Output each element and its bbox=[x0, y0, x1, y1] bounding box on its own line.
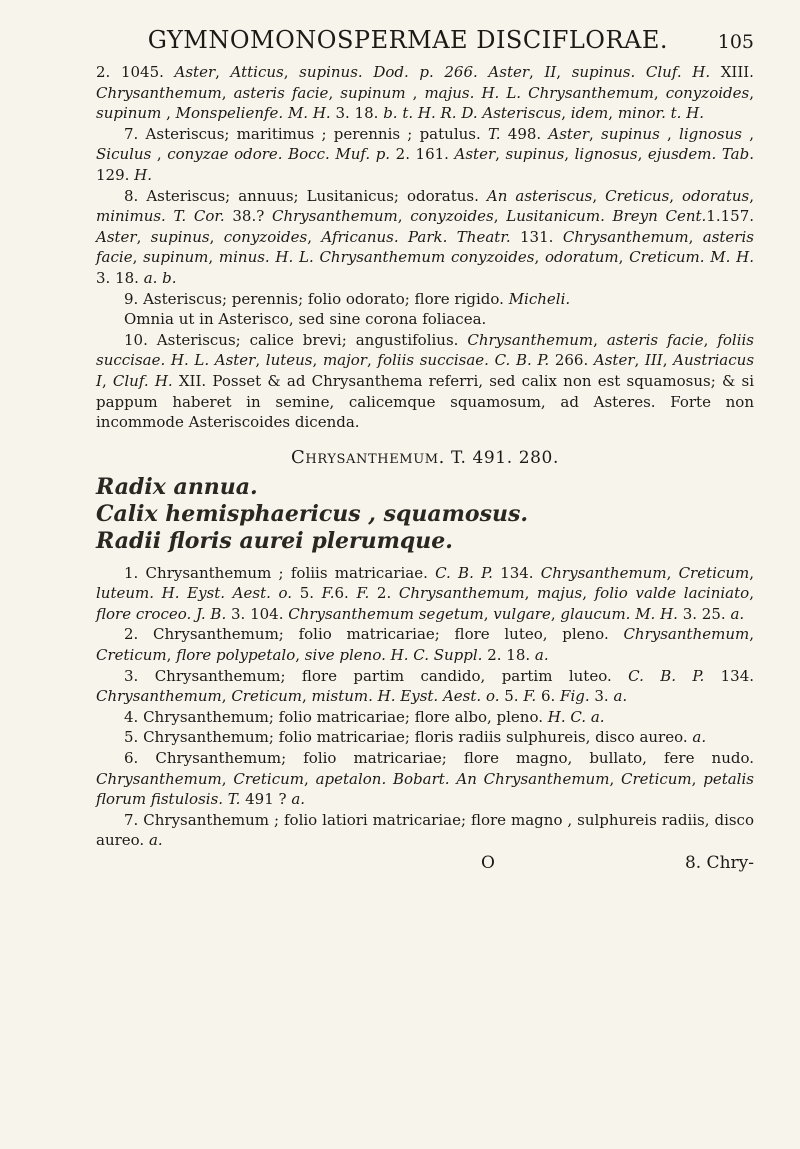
italic-text: Aster bbox=[96, 227, 137, 246]
italic-text: luteus bbox=[265, 351, 313, 370]
italic-text: Creticus bbox=[605, 186, 670, 205]
character-rays: Radii floris aurei plerumque. bbox=[96, 527, 453, 554]
italic-text: minimus. T. Cor. bbox=[96, 207, 225, 226]
italic-text: folio valde laciniato bbox=[594, 584, 750, 603]
italic-text: Aster bbox=[454, 145, 496, 164]
genus-heading bbox=[96, 447, 754, 468]
roman-text: 134. bbox=[492, 563, 541, 582]
roman-text: 7. Asteriscus; maritimus ; perennis ; patulus. bbox=[124, 124, 488, 143]
italic-text: glaucum. M. H. bbox=[560, 604, 678, 623]
roman-text: , bbox=[556, 63, 572, 81]
italic-text: majus bbox=[537, 584, 583, 603]
italic-text: supinum bbox=[340, 83, 406, 102]
italic-text: a. bbox=[291, 790, 306, 809]
roman-text: , bbox=[741, 124, 754, 143]
italic-text: odoratum bbox=[544, 248, 619, 267]
italic-text: Chrysanthemum bbox=[96, 687, 222, 706]
italic-text: T. bbox=[487, 124, 501, 143]
entry-p10 bbox=[96, 330, 754, 433]
italic-text: apetalon. Bobart. An Chrysanthemum bbox=[315, 769, 610, 788]
italic-text: b. t. H. R. D. Asteriscus bbox=[383, 104, 562, 123]
species-entry-s3 bbox=[96, 666, 754, 707]
italic-text: Chrysanthemum bbox=[562, 227, 689, 246]
entry-p1 bbox=[96, 62, 754, 124]
italic-text: a. bbox=[534, 646, 549, 665]
italic-text: Siculus bbox=[96, 145, 152, 164]
italic-text: idem bbox=[570, 104, 609, 123]
italic-text: conyzae odore. Bocc. Muf. p. bbox=[167, 145, 391, 164]
roman-text: , bbox=[366, 351, 378, 370]
roman-text: 131. bbox=[510, 227, 563, 246]
roman-text: 5. bbox=[292, 584, 322, 603]
roman-text: , bbox=[609, 769, 622, 788]
italic-text: minus. H. L. Chrysanthemum bbox=[218, 248, 446, 267]
italic-text: F. bbox=[321, 584, 335, 603]
running-title: GYMNOMONOSPERMAE DISCIFLORAE. bbox=[147, 26, 669, 54]
roman-text: , bbox=[659, 124, 680, 143]
italic-text: asteris facie bbox=[606, 330, 704, 349]
roman-text: , bbox=[221, 83, 234, 102]
roman-text: , bbox=[301, 687, 312, 706]
roman-text: 4. Chrysanthemum; folio matricariae; flore albo, pleno. bbox=[124, 707, 548, 726]
italic-text: minor. t. H. bbox=[617, 104, 705, 123]
roman-text: 266. bbox=[549, 351, 594, 370]
roman-text: 6. bbox=[536, 687, 561, 706]
roman-text: XII. Posset & ad Chrysanthema referri, sed calix non est squamosus; & si pappum haberet in semine, calicemque squamosum, ad Asteres. Forte non incommode Asteriscoides dicenda. bbox=[96, 371, 754, 432]
italic-text: Chrysanthemum bbox=[623, 625, 750, 644]
roman-text: , bbox=[524, 584, 538, 603]
roman-text: , bbox=[550, 604, 561, 623]
italic-text: Atticus bbox=[230, 63, 284, 81]
italic-text: C. B. P. bbox=[628, 666, 705, 685]
italic-text: II bbox=[544, 63, 557, 81]
roman-text: 10. Asteriscus; calice brevi; angustifolius. bbox=[124, 330, 468, 349]
italic-text: supinus bbox=[150, 227, 210, 246]
italic-text: Lusitanicum. Breyn Cent. bbox=[506, 207, 707, 226]
roman-text: 498. bbox=[500, 124, 549, 143]
roman-text: , bbox=[328, 83, 341, 102]
roman-text: , bbox=[132, 248, 144, 267]
roman-text: , bbox=[283, 63, 300, 81]
italic-text: lignosus bbox=[574, 145, 638, 164]
roman-text: 6. Chrysanthemum; folio matricariae; flore magno, bullato, fere nudo. bbox=[124, 749, 754, 768]
roman-text: , bbox=[307, 227, 322, 246]
italic-text: supinum bbox=[143, 248, 209, 267]
genus-name: Chrysanthemum. bbox=[291, 446, 445, 468]
italic-text: luteum. H. Eyst. Aest. o. bbox=[96, 584, 293, 603]
italic-text: conyzoides bbox=[410, 207, 494, 226]
roman-text: , bbox=[592, 186, 606, 205]
roman-text: 491 ? bbox=[240, 790, 292, 809]
italic-text: Chrysanthemum bbox=[96, 83, 222, 102]
chrysanthemum-species bbox=[96, 563, 754, 851]
italic-text: H. C. a. bbox=[547, 707, 605, 726]
italic-text: mistum. H. Eyst. Aest. o. bbox=[311, 687, 500, 706]
roman-text: , bbox=[749, 584, 754, 603]
roman-text: , bbox=[703, 330, 718, 349]
italic-text: sive pleno. H. C. Suppl. bbox=[304, 646, 483, 665]
roman-text: , bbox=[608, 104, 618, 123]
italic-text: Africanus. Park. Theatr. bbox=[321, 227, 511, 246]
italic-text: An asteriscus bbox=[486, 186, 593, 205]
italic-text: segetum bbox=[418, 604, 484, 623]
roman-text: , bbox=[634, 351, 645, 370]
italic-text: C. B. P. bbox=[435, 563, 493, 582]
roman-text: , bbox=[312, 351, 323, 370]
roman-text: 134. bbox=[704, 666, 755, 685]
italic-text: conyzoides bbox=[223, 227, 308, 246]
roman-text: , bbox=[529, 63, 545, 81]
italic-text: flore croceo. J. B. bbox=[96, 604, 227, 623]
catchword: 8. Chry- bbox=[684, 853, 754, 873]
italic-text: a. bbox=[692, 728, 707, 747]
roman-text: , bbox=[691, 769, 704, 788]
italic-text: III bbox=[644, 351, 663, 370]
species-entry-s1 bbox=[96, 563, 754, 625]
italic-text: majus. H. L. Chrysanthemum bbox=[424, 83, 654, 102]
italic-text: Chrysanthemum bbox=[398, 584, 525, 603]
roman-text: 5. Chrysanthemum; folio matricariae; floris radiis sulphureis, disco aureo. bbox=[124, 728, 693, 747]
italic-text: conyzoides bbox=[665, 83, 750, 102]
roman-text: 3. Chrysanthemum; flore partim candido, partim luteo. bbox=[124, 666, 629, 685]
italic-text: odoratus bbox=[682, 186, 750, 205]
italic-text: Chrysanthemum bbox=[540, 563, 667, 582]
species-entry-s5 bbox=[96, 727, 754, 748]
roman-text: 6. bbox=[334, 584, 357, 603]
italic-text: Aster bbox=[174, 63, 216, 81]
roman-text: , bbox=[582, 584, 595, 603]
roman-text: , bbox=[749, 563, 754, 582]
asteriscus-entries bbox=[96, 62, 754, 433]
roman-text: , bbox=[166, 646, 177, 665]
italic-text: F. bbox=[523, 687, 537, 706]
roman-text: , bbox=[161, 104, 176, 123]
italic-text: Micheli. bbox=[508, 289, 571, 308]
roman-text: 7. Chrysanthemum ; folio latiori matricariae; flore magno , sulphureis radiis, disco aureo. bbox=[96, 810, 754, 850]
roman-text: 3. 18. bbox=[96, 268, 144, 287]
roman-text: 1. Chrysanthemum ; foliis matricariae. bbox=[124, 563, 436, 582]
italic-text: ejusdem. Tab. bbox=[647, 145, 754, 164]
roman-text: , bbox=[653, 83, 666, 102]
roman-text: , bbox=[397, 207, 411, 226]
roman-text: 2. Chrysanthemum; folio matricariae; flore luteo, pleno. bbox=[124, 625, 624, 644]
roman-text: , bbox=[255, 351, 266, 370]
roman-text: 38.? bbox=[224, 207, 272, 226]
roman-text: , bbox=[221, 687, 232, 706]
roman-text: , bbox=[534, 248, 545, 267]
italic-text: Creticum. M. H. bbox=[629, 248, 754, 267]
italic-text: Fig. bbox=[560, 687, 590, 706]
roman-text: 2. bbox=[369, 584, 399, 603]
roman-text: 1.157. bbox=[706, 207, 755, 226]
italic-text: asteris facie bbox=[96, 227, 754, 267]
roman-text: , bbox=[483, 604, 494, 623]
signature-mark: O bbox=[481, 853, 495, 873]
roman-text: 5. bbox=[499, 687, 524, 706]
italic-text: supinus bbox=[601, 124, 660, 143]
roman-text: , bbox=[749, 186, 754, 205]
roman-text: 2. 18. bbox=[482, 646, 535, 665]
species-entry-s7 bbox=[96, 810, 754, 851]
italic-text: petalis florum fistulosis. T. bbox=[96, 769, 754, 809]
roman-text: , bbox=[101, 371, 113, 390]
roman-text: 2. 161. bbox=[390, 145, 455, 164]
character-calyx: Calix hemisphaericus , squamosus. bbox=[96, 500, 528, 527]
italic-text: foliis succisae. C. B. P. bbox=[377, 351, 550, 370]
entry-p8 bbox=[96, 186, 754, 289]
species-entry-s6 bbox=[96, 748, 754, 810]
italic-text: Aster bbox=[548, 124, 590, 143]
roman-text: 2. 1045. bbox=[96, 63, 175, 81]
italic-text: a. bbox=[148, 831, 163, 850]
italic-text: Creticum bbox=[233, 769, 304, 788]
roman-text: , bbox=[688, 227, 703, 246]
roman-text: , bbox=[749, 625, 754, 644]
italic-text: Chrysanthemum bbox=[271, 207, 398, 226]
italic-text: a. b. bbox=[143, 268, 177, 287]
roman-text: 8. Asteriscus; annuus; Lusitanicus; odoratus. bbox=[124, 186, 487, 205]
roman-text: 3. 104. bbox=[226, 604, 289, 623]
roman-text: , bbox=[405, 83, 425, 102]
roman-text: , bbox=[295, 646, 305, 665]
species-entry-s2 bbox=[96, 624, 754, 665]
character-root: Radix annua. bbox=[96, 473, 258, 500]
roman-text: , bbox=[215, 63, 231, 81]
roman-text: , bbox=[209, 227, 224, 246]
italic-text: flore polypetalo bbox=[176, 646, 296, 665]
italic-text: Chrysanthemum bbox=[467, 330, 594, 349]
page-footer bbox=[96, 853, 754, 873]
roman-text: , bbox=[495, 145, 506, 164]
roman-text: , bbox=[564, 145, 575, 164]
italic-text: supinus. Cluf. H. bbox=[571, 63, 711, 81]
roman-text: , bbox=[561, 104, 571, 123]
roman-text: , bbox=[221, 769, 234, 788]
roman-text: , bbox=[589, 124, 602, 143]
roman-text: , bbox=[593, 330, 607, 349]
italic-text: Creticum bbox=[621, 769, 692, 788]
italic-text: Chrysanthemum bbox=[96, 769, 222, 788]
roman-text: , bbox=[618, 248, 630, 267]
italic-text: vulgare bbox=[493, 604, 551, 623]
running-head bbox=[96, 26, 754, 54]
roman-text: , bbox=[493, 207, 507, 226]
italic-text: Austriacus I bbox=[96, 351, 755, 390]
roman-text: , bbox=[208, 248, 219, 267]
italic-text: asteris facie bbox=[233, 83, 329, 102]
roman-text: , bbox=[666, 563, 679, 582]
italic-text: major bbox=[322, 351, 367, 370]
roman-text: , bbox=[303, 769, 316, 788]
entry-p9 bbox=[96, 289, 754, 310]
roman-text: , bbox=[637, 145, 648, 164]
entry-p9b bbox=[96, 309, 754, 330]
italic-text: Creticum bbox=[678, 563, 750, 582]
italic-text: Monspelienfe. M. H. bbox=[175, 104, 331, 123]
roman-text: XIII. bbox=[710, 63, 754, 81]
italic-text: H. bbox=[134, 165, 153, 184]
italic-text: foliis succisae. H. L. Aster bbox=[96, 330, 754, 370]
italic-text: a. bbox=[730, 604, 745, 623]
roman-text: 3. 25. bbox=[677, 604, 731, 623]
roman-text: 3. bbox=[589, 687, 614, 706]
genus-reference: T. 491. 280. bbox=[451, 447, 559, 468]
italic-text: Aster bbox=[593, 351, 635, 370]
italic-text: Cluf. H. bbox=[112, 371, 173, 390]
italic-text: F. bbox=[356, 584, 370, 603]
entry-p7 bbox=[96, 124, 754, 186]
italic-text: Chrysanthemum bbox=[288, 604, 414, 623]
italic-text: lignosus bbox=[679, 124, 742, 143]
italic-text: supinum bbox=[96, 104, 162, 123]
roman-text: , bbox=[662, 351, 674, 370]
italic-text: supinus bbox=[505, 145, 565, 164]
italic-text: supinus. Dod. p. 266. Aster bbox=[299, 63, 530, 81]
roman-text: , bbox=[151, 145, 168, 164]
italic-text: a. bbox=[613, 687, 628, 706]
roman-text: , bbox=[669, 186, 683, 205]
page-number: 105 bbox=[717, 31, 754, 53]
italic-text: Creticum bbox=[96, 646, 167, 665]
roman-text: 9. Asteriscus; perennis; folio odorato; flore rigido. bbox=[124, 289, 509, 308]
roman-text: Omnia ut in Asterisco, sed sine corona foliacea. bbox=[124, 310, 487, 329]
species-entry-s4 bbox=[96, 707, 754, 728]
italic-text: Creticum bbox=[231, 687, 302, 706]
italic-text: conyzoides bbox=[450, 248, 535, 267]
roman-text: , bbox=[136, 227, 151, 246]
roman-text: 3. 18. bbox=[330, 104, 384, 123]
roman-text: 129. bbox=[96, 165, 135, 184]
roman-text: , bbox=[749, 83, 754, 102]
